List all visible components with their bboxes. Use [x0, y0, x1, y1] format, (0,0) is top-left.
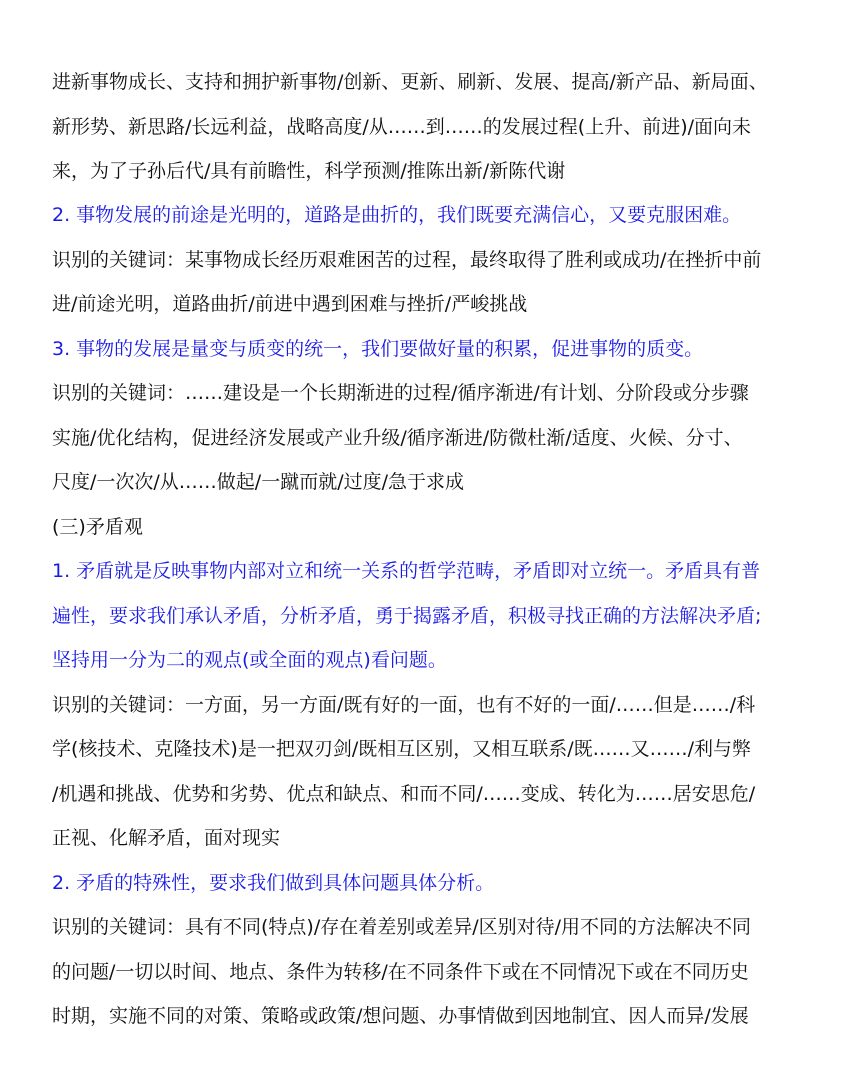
section-heading: (三)矛盾观: [52, 516, 143, 538]
principle-heading: 2. 事物发展的前途是光明的，道路是曲折的，我们既要充满信心，又要克服困难。: [52, 204, 742, 226]
principle-heading: 坚持用一分为二的观点(或全面的观点)看问题。: [52, 649, 447, 671]
text-line: 识别的关键词：具有不同(特点)/存在着差别或差异/区别对待/用不同的方法解决不同: [52, 916, 752, 938]
text-line: /机遇和挑战、优势和劣势、优点和缺点、和而不同/……变成、转化为……居安思危/: [52, 783, 756, 805]
text-line: 识别的关键词：……建设是一个长期渐进的过程/循序渐进/有计划、分阶段或分步骤: [52, 382, 749, 404]
text-line: 新形势、新思路/长远利益，战略高度/从……到……的发展过程(上升、前进)/面向未: [52, 116, 752, 138]
text-line: 进新事物成长、支持和拥护新事物/创新、更新、刷新、发展、提高/新产品、新局面、: [52, 71, 768, 93]
text-line: 来，为了子孙后代/具有前瞻性，科学预测/推陈出新/新陈代谢: [52, 160, 566, 182]
text-line: 正视、化解矛盾，面对现实: [52, 827, 281, 849]
principle-heading: 遍性，要求我们承认矛盾，分析矛盾，勇于揭露矛盾，积极寻找正确的方法解决矛盾;: [52, 605, 762, 627]
text-line: 实施/优化结构，促进经济发展或产业升级/循序渐进/防微杜渐/适度、火候、分寸、: [52, 427, 743, 449]
text-line: 进/前途光明，道路曲折/前进中遇到困难与挫折/严峻挑战: [52, 293, 528, 315]
text-line: 尺度/一次次/从……做起/一蹴而就/过度/急于求成: [52, 471, 465, 493]
principle-heading: 3. 事物的发展是量变与质变的统一，我们要做好量的积累，促进事物的质变。: [52, 338, 704, 360]
text-line: 学(核技术、克隆技术)是一把双刃剑/既相互区别，又相互联系/既……又……/利与弊: [52, 738, 752, 760]
principle-heading: 2. 矛盾的特殊性，要求我们做到具体问题具体分析。: [52, 872, 495, 894]
text-line: 时期，实施不同的对策、策略或政策/想问题、办事情做到因地制宜、因人而异/发展: [52, 1005, 749, 1027]
principle-heading: 1. 矛盾就是反映事物内部对立和统一关系的哲学范畴，矛盾即对立统一。矛盾具有普: [52, 560, 761, 582]
text-line: 识别的关键词：某事物成长经历艰难困苦的过程，最终取得了胜利或成功/在挫折中前: [52, 249, 762, 271]
text-line: 的问题/一切以时间、地点、条件为转移/在不同条件下或在不同情况下或在不同历史: [52, 961, 749, 983]
text-line: 识别的关键词：一方面，另一方面/既有好的一面，也有不好的一面/……但是……/科: [52, 694, 756, 716]
